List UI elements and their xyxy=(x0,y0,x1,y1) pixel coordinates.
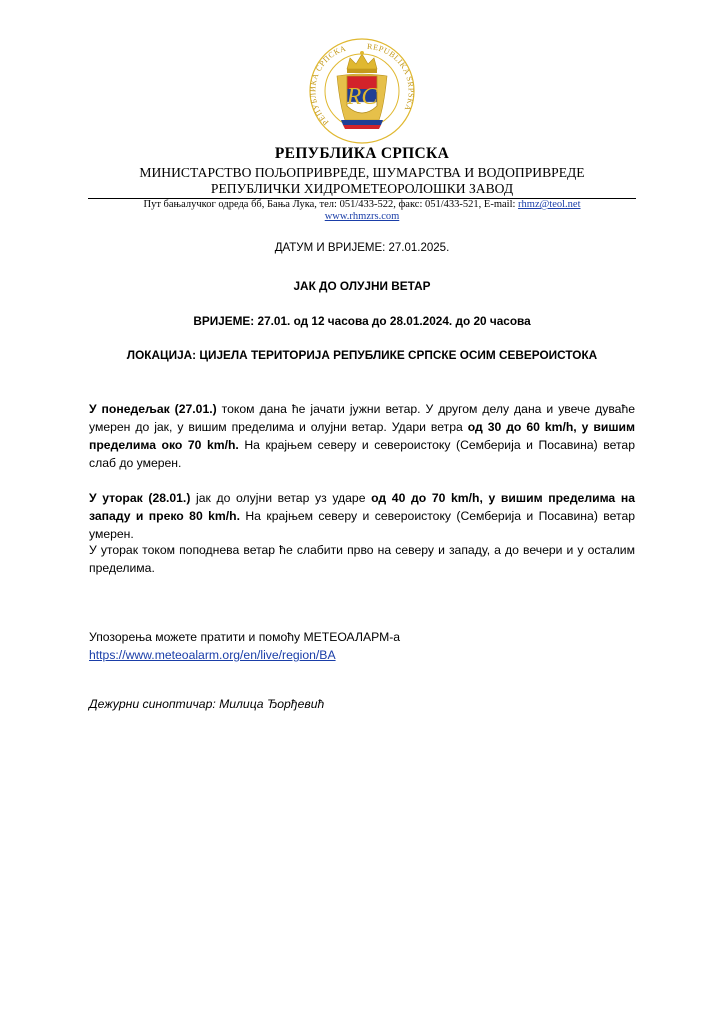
monday-text-1: током дана ће јачати јужни ветар. У другом делу дана и увече дуваће умерен до јак, у вишим пределима и олујни ветар. Удари ветра xyxy=(89,402,635,434)
warning-location: ЛОКАЦИЈА: ЦИЈЕЛА ТЕРИТОРИЈА РЕПУБЛИКЕ СРПСКЕ ОСИМ СЕВЕРОИСТОКА xyxy=(126,348,598,362)
coat-of-arms-emblem-icon xyxy=(307,36,417,146)
website-link[interactable]: www.rhmzrs.com xyxy=(324,211,400,222)
issue-datetime: ДАТУМ И ВРИЈЕМЕ: 27.01.2025. xyxy=(274,242,450,254)
warning-title: ЈАК ДО ОЛУЈНИ ВЕТАР xyxy=(293,279,431,293)
email-link[interactable]: rhmz@teol.net xyxy=(518,199,581,210)
monday-text-2: На крајњем северу и североистоку (Семберија и Посавина) ветар слаб до умерен. xyxy=(89,438,635,470)
forecast-paragraph-afternoon: У уторак током поподнева ветар ће слабити прво на северу и западу, а до вечери и у осталим пределима. xyxy=(89,543,635,575)
meteoalarm-block xyxy=(89,628,400,664)
emblem-ring-text-left: РЕПУБЛИКА СРПСКА xyxy=(308,43,348,127)
meteoalarm-link[interactable]: https://www.meteoalarm.org/en/live/region/BA xyxy=(89,648,336,662)
header-title: РЕПУБЛИКА СРПСКА xyxy=(274,145,450,162)
meteoalarm-text: Упозорења можете пратити и помоћу МЕТЕОАЛАРМ-а xyxy=(89,630,401,644)
emblem-ring-text-right: REPUBLIKA SRPSKA xyxy=(366,41,416,113)
tuesday-text-1: јак до олујни ветар уз ударе xyxy=(190,491,372,505)
monday-gusts: од 30 до 60 km/h, у вишим пределима око 70 km/h. xyxy=(89,420,635,452)
tuesday-gusts: од 40 до 70 km/h, у вишим пределима на западу и преко 80 km/h. xyxy=(89,491,635,523)
contact-line xyxy=(60,199,664,210)
contact-text: Пут бањалучког одреда бб, Бања Лука, тел: 051/433-522, факс: 051/433-521, E-mail: xyxy=(143,199,519,210)
svg-text:RC: RC xyxy=(346,84,378,110)
warning-time: ВРИЈЕМЕ: 27.01. од 12 часова до 28.01.2024. до 20 часова xyxy=(193,314,531,328)
institute-name: РЕПУБЛИЧКИ ХИДРОМЕТЕОРОЛОШКИ ЗАВОД xyxy=(210,181,514,196)
forecast-paragraph-monday xyxy=(89,400,635,472)
monday-label: У понедељак (27.01.) xyxy=(89,402,217,416)
forecast-paragraph-tuesday xyxy=(89,489,635,543)
tuesday-text-2: На крајњем северу и североистоку (Семберија и Посавина) ветар умерен. xyxy=(89,509,635,541)
tuesday-label: У уторак (28.01.) xyxy=(89,491,191,505)
ministry-name: МИНИСТАРСТВО ПОЉОПРИВРЕДЕ, ШУМАРСТВА И ВОДОПРИВРЕДЕ xyxy=(139,165,585,180)
forecaster-signature: Дежурни синоптичар: Милица Ђорђевић xyxy=(89,697,325,711)
website-line xyxy=(60,211,664,222)
